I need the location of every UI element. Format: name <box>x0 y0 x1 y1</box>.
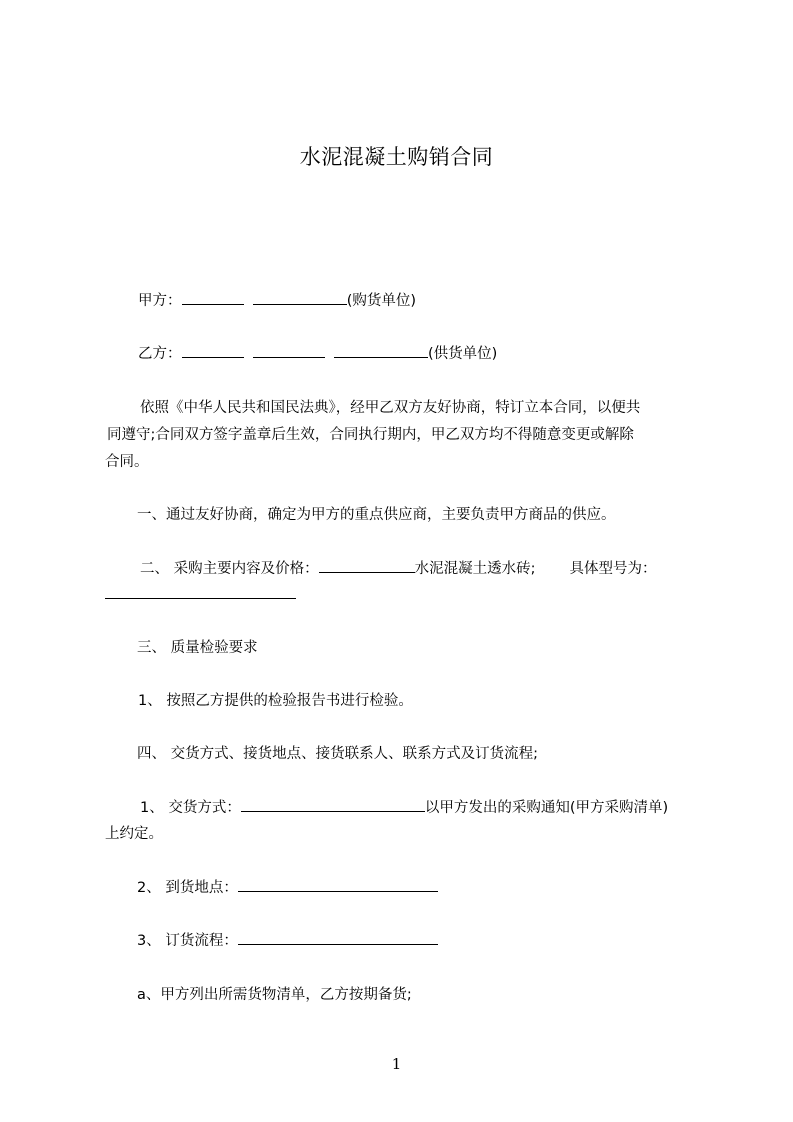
clause-3: 三、 质量检验要求 <box>137 640 258 656</box>
party-b-blank-3 <box>334 343 428 358</box>
clause-2-model-label: 具体型号为： <box>569 561 657 577</box>
clause-4-item-3-blank <box>238 930 438 945</box>
clause-1: 一、通过友好协商，确定为甲方的重点供应商，主要负责甲方商品的供应。 <box>137 507 616 523</box>
intro-line-1: 依照《中华人民共和国民法典》，经甲乙双方友好协商，特订立本合同，以便共 <box>140 400 641 416</box>
clause-2-model-blank <box>105 598 296 599</box>
clause-2-product: 水泥混凝土透水砖; <box>414 561 536 577</box>
party-a-blank-2 <box>253 290 347 305</box>
party-b-blank-2 <box>253 343 325 358</box>
party-b-line <box>138 343 497 364</box>
intro-line-2: 同遵守;合同双方签字盖章后生效，合同执行期内，甲乙双方均不得随意变更或解除 <box>107 427 634 443</box>
clause-4-item-a: a、甲方列出所需货物清单，乙方按期备货; <box>137 987 412 1003</box>
clause-2-line <box>140 558 657 579</box>
clause-2-prefix: 二、 采购主要内容及价格： <box>140 561 319 577</box>
clause-4-item-1-line <box>140 797 668 818</box>
clause-3-item-1: 1、 按照乙方提供的检验报告书进行检验。 <box>138 693 413 709</box>
party-a-label: 甲方： <box>138 293 182 309</box>
page-number: 1 <box>391 1055 402 1073</box>
party-a-suffix: (购货单位) <box>346 293 417 309</box>
clause-4-item-2-blank <box>238 877 438 892</box>
party-b-blank-1 <box>182 343 244 358</box>
clause-4-item-1-blank <box>241 797 425 812</box>
clause-4: 四、 交货方式、接货地点、接货联系人、联系方式及订货流程; <box>137 746 538 762</box>
clause-4-item-3-label: 3、 订货流程： <box>137 933 238 949</box>
clause-4-item-3-line <box>137 930 438 951</box>
party-a-line <box>138 290 416 311</box>
clause-4-item-2-line <box>137 877 438 898</box>
clause-4-item-1-after: 以甲方发出的采购通知(甲方采购清单) <box>424 800 669 816</box>
document-title: 水泥混凝土购销合同 <box>299 145 494 169</box>
clause-4-item-2-label: 2、 到货地点： <box>137 880 238 896</box>
intro-line-3: 合同。 <box>105 454 149 470</box>
clause-4-item-1-cont: 上约定。 <box>105 826 163 842</box>
party-b-suffix: (供货单位) <box>427 346 498 362</box>
party-a-blank-1 <box>182 290 244 305</box>
clause-2-blank <box>319 558 415 573</box>
clause-4-item-1-label: 1、 交货方式： <box>140 800 241 816</box>
party-b-label: 乙方： <box>138 346 182 362</box>
